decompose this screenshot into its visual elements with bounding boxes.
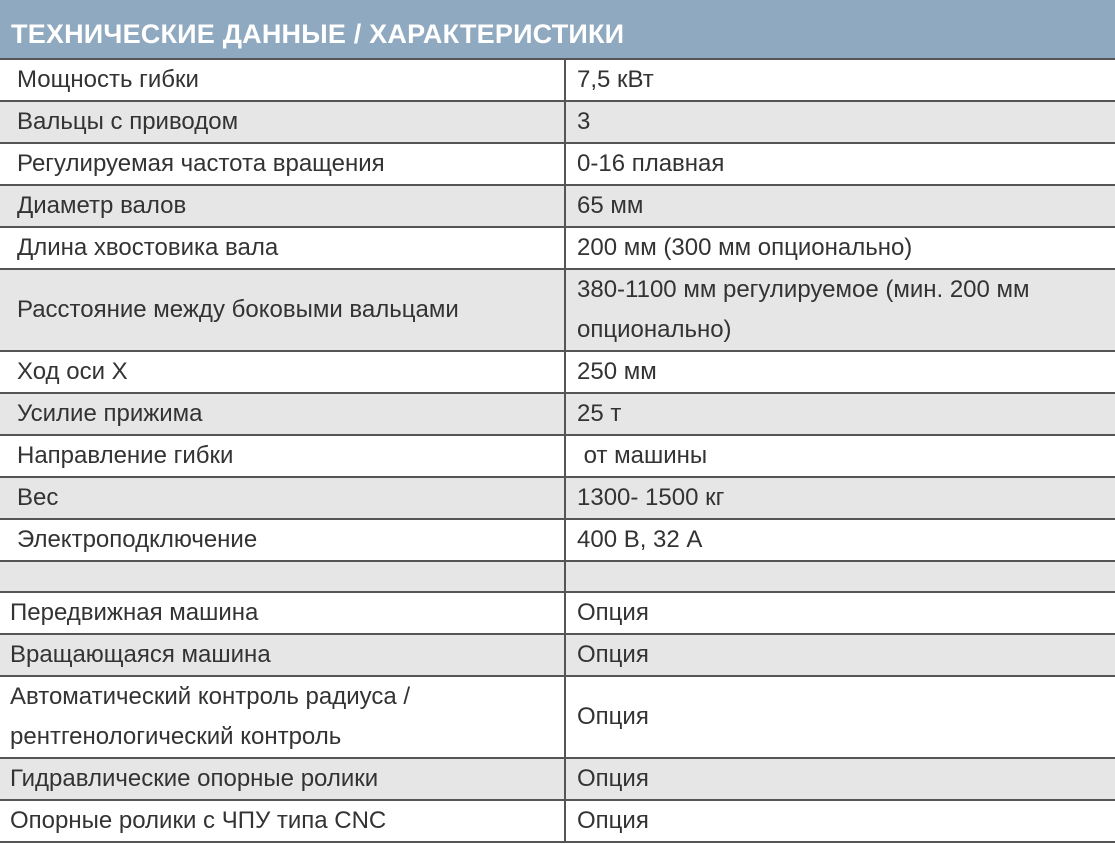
empty-cell bbox=[565, 561, 1115, 592]
table-row bbox=[0, 185, 1115, 227]
table-row bbox=[0, 101, 1115, 143]
option-label: Автоматический контроль радиуса / рентгенологический контроль bbox=[0, 676, 565, 758]
spec-label: Вес bbox=[0, 477, 565, 519]
spec-value: 400 В, 32 А bbox=[565, 519, 1115, 561]
table-row bbox=[0, 676, 1115, 758]
option-label: Передвижная машина bbox=[0, 592, 565, 634]
separator-row bbox=[0, 561, 1115, 592]
option-value: Опция bbox=[565, 800, 1115, 842]
spec-label: Регулируемая частота вращения bbox=[0, 143, 565, 185]
spec-value: 7,5 кВт bbox=[565, 59, 1115, 101]
table-row bbox=[0, 393, 1115, 435]
spec-grid bbox=[0, 58, 1115, 843]
spec-label: Длина хвостовика вала bbox=[0, 227, 565, 269]
spec-value: 3 bbox=[565, 101, 1115, 143]
spec-value: 0-16 плавная bbox=[565, 143, 1115, 185]
table-row bbox=[0, 477, 1115, 519]
table-row bbox=[0, 59, 1115, 101]
spec-label: Усилие прижима bbox=[0, 393, 565, 435]
empty-cell bbox=[0, 561, 565, 592]
option-label: Гидравлические опорные ролики bbox=[0, 758, 565, 800]
spec-label: Диаметр валов bbox=[0, 185, 565, 227]
table-row bbox=[0, 227, 1115, 269]
spec-label: Ход оси X bbox=[0, 351, 565, 393]
option-value: Опция bbox=[565, 758, 1115, 800]
spec-value: 200 мм (300 мм опционально) bbox=[565, 227, 1115, 269]
table-row bbox=[0, 351, 1115, 393]
spec-value: 25 т bbox=[565, 393, 1115, 435]
spec-value: 1300- 1500 кг bbox=[565, 477, 1115, 519]
option-value: Опция bbox=[565, 676, 1115, 758]
table-row bbox=[0, 269, 1115, 351]
table-row bbox=[0, 143, 1115, 185]
spec-label: Электроподключение bbox=[0, 519, 565, 561]
spec-value: 250 мм bbox=[565, 351, 1115, 393]
table-row bbox=[0, 592, 1115, 634]
spec-value: от машины bbox=[565, 435, 1115, 477]
spec-label: Расстояние между боковыми вальцами bbox=[0, 269, 565, 351]
table-row bbox=[0, 800, 1115, 842]
spec-value: 380-1100 мм регулируемое (мин. 200 мм опционально) bbox=[565, 269, 1115, 351]
option-label: Опорные ролики с ЧПУ типа CNC bbox=[0, 800, 565, 842]
table-row bbox=[0, 519, 1115, 561]
table-row bbox=[0, 435, 1115, 477]
option-value: Опция bbox=[565, 592, 1115, 634]
spec-value: 65 мм bbox=[565, 185, 1115, 227]
spec-label: Мощность гибки bbox=[0, 59, 565, 101]
table-title: ТЕХНИЧЕСКИЕ ДАННЫЕ / ХАРАКТЕРИСТИКИ bbox=[0, 0, 1115, 58]
spec-label: Направление гибки bbox=[0, 435, 565, 477]
table-row bbox=[0, 758, 1115, 800]
option-value: Опция bbox=[565, 634, 1115, 676]
spec-label: Вальцы с приводом bbox=[0, 101, 565, 143]
option-label: Вращающаяся машина bbox=[0, 634, 565, 676]
table-row bbox=[0, 634, 1115, 676]
